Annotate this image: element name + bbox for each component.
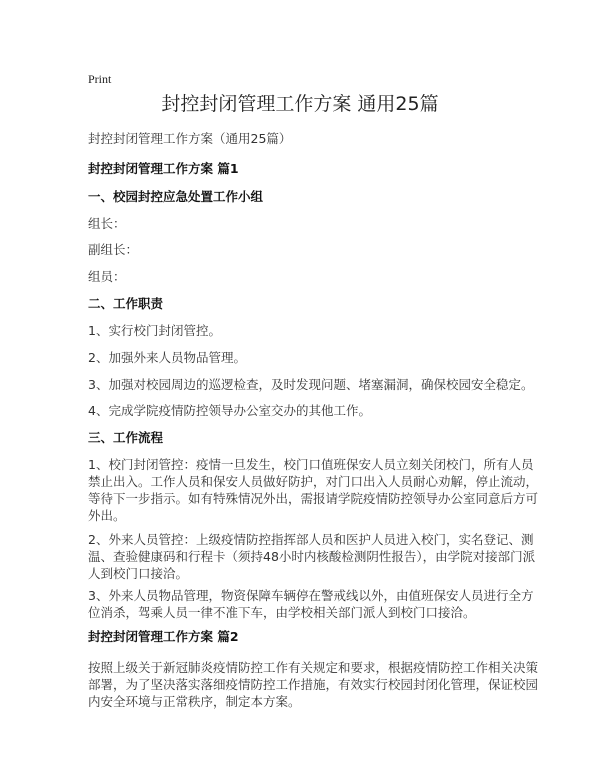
part1-heading: 封控封闭管理工作方案 篇1 xyxy=(88,161,239,176)
paragraph-line: 按照上级关于新冠肺炎疫情防控工作有关规定和要求，根据疫情防控工作相关决策 xyxy=(88,660,539,675)
document-subtitle: 封控封闭管理工作方案（通用25篇） xyxy=(88,131,292,146)
process-paragraph xyxy=(88,587,533,621)
duty-item: 3、加强对校园周边的巡逻检查，及时发现问题、堵塞漏洞，确保校园安全稳定。 xyxy=(88,377,534,392)
process-paragraph xyxy=(88,456,538,524)
duty-item: 1、实行校门封闭管控。 xyxy=(88,323,221,338)
duty-item: 2、加强外来人员物品管理。 xyxy=(88,350,246,365)
deputy-leader-field: 副组长： xyxy=(88,242,139,257)
part2-intro xyxy=(88,659,538,710)
paragraph-line: 内安全环境与正常秩序，制定本方案。 xyxy=(88,694,301,709)
paragraph-line: 等待下一步指示。如有特殊情况外出，需报请学院疫情防控领导办公室同意后方可 xyxy=(88,491,539,506)
paragraph-line: 位消杀，驾乘人员一律不准下车，由学校相关部门派人到校门口接洽。 xyxy=(88,605,476,620)
paragraph-line: 1、校门封闭管控：疫情一旦发生，校门口值班保安人员立刻关闭校门，所有人员 xyxy=(88,457,534,472)
paragraph-line: 禁止出入。工作人员和保安人员做好防护，对门口出入人员耐心劝解，停止流动， xyxy=(88,474,539,489)
section2-heading: 二、工作职责 xyxy=(88,296,164,311)
paragraph-line: 部署，为了坚决落实落细疫情防控工作措施，有效实行校园封闭化管理，保证校园 xyxy=(88,677,539,692)
members-field: 组员： xyxy=(88,269,126,284)
leader-field: 组长： xyxy=(88,216,126,231)
part2-heading: 封控封闭管理工作方案 篇2 xyxy=(88,629,239,644)
paragraph-line: 外出。 xyxy=(88,508,126,523)
paragraph-line: 人到校门口接洽。 xyxy=(88,566,189,581)
section1-heading: 一、校园封控应急处置工作小组 xyxy=(88,189,264,204)
document-title: 封控封闭管理工作方案 通用25篇 xyxy=(161,93,439,115)
duty-item: 4、完成学院疫情防控领导办公室交办的其他工作。 xyxy=(88,403,371,418)
process-paragraph xyxy=(88,531,535,582)
paragraph-line: 3、外来人员物品管理，物资保障车辆停在警戒线以外，由值班保安人员进行全方 xyxy=(88,588,534,603)
print-label[interactable]: Print xyxy=(88,72,112,86)
section3-heading: 三、工作流程 xyxy=(88,430,164,445)
paragraph-line: 2、外来人员管控：上级疫情防控指挥部人员和医护人员进入校门，实名登记、测 xyxy=(88,532,534,547)
paragraph-line: 温、查验健康码和行程卡（须持48小时内核酸检测阴性报告），由学院对接部门派 xyxy=(88,549,536,564)
